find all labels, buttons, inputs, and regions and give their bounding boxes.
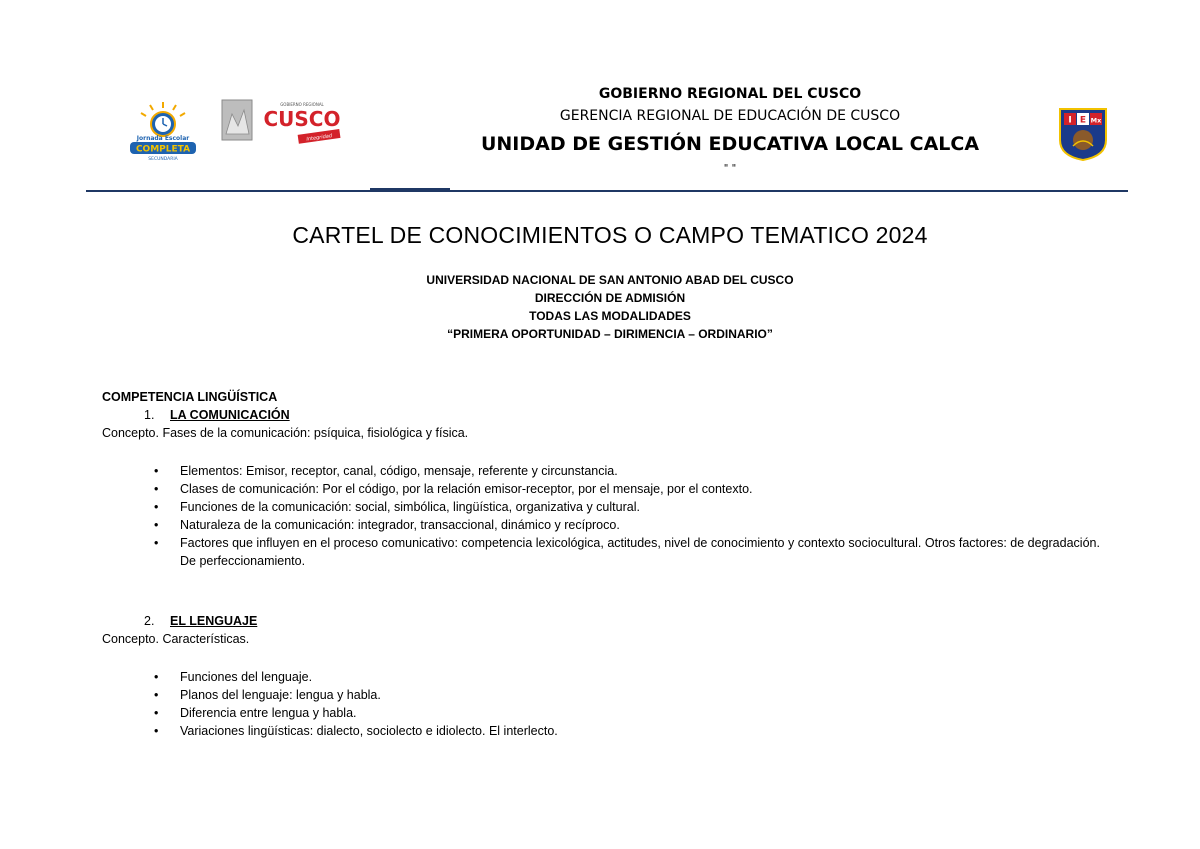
logo-cusco-tag-text: Integridad: [306, 133, 333, 143]
header-divider: [86, 190, 1128, 192]
section-heading: [102, 406, 1102, 424]
list-item: • Funciones del lenguaje.: [102, 668, 1102, 686]
crest-letter-e: E: [1079, 115, 1087, 126]
jornada-escolar-completa-logo: [122, 100, 204, 162]
subtitle-direccion: DIRECCIÓN DE ADMISIÓN: [534, 291, 686, 305]
bullet-list: [102, 668, 1102, 740]
section-title: EL LENGUAJE: [170, 614, 258, 628]
list-item: • Diferencia entre lengua y habla.: [102, 704, 1102, 722]
header-gobierno-regional: GOBIERNO REGIONAL DEL CUSCO: [598, 86, 862, 102]
subtitle-oportunidad: “PRIMERA OPORTUNIDAD – DIRIMENCIA – ORDINARIO”: [447, 327, 773, 341]
logo-jornada-main-text: COMPLETA: [135, 144, 191, 155]
logo-cusco-main-text: CUSCO: [263, 107, 341, 131]
iemx-crest-logo: [1057, 106, 1109, 162]
gobierno-regional-cusco-logo: [218, 96, 344, 148]
bullet-list: [102, 462, 1102, 570]
logo-jornada-bottom-text: SECUNDARIA: [148, 157, 178, 162]
crest-letters-mx: Mx: [1090, 116, 1102, 125]
list-item: • Clases de comunicación: Por el código, por la relación emisor-receptor, por el mensaje, por el contexto.: [102, 480, 1102, 498]
section-number: 2.: [144, 614, 155, 628]
list-item: • Variaciones lingüísticas: dialecto, sociolecto e idiolecto. El interlecto.: [102, 722, 1102, 740]
document-body: [102, 388, 1102, 740]
header-ugel-calca: UNIDAD DE GESTIÓN EDUCATIVA LOCAL CALCA: [480, 133, 980, 155]
crest-letter-i: I: [1068, 115, 1072, 126]
section-title: LA COMUNICACIÓN: [170, 408, 290, 422]
section-concept: Concepto. Características.: [102, 632, 250, 646]
section-heading: [102, 612, 1102, 630]
list-item: • Elementos: Emisor, receptor, canal, código, mensaje, referente y circunstancia.: [102, 462, 1102, 480]
header-divider-accent: [370, 188, 450, 192]
list-item: • Factores que influyen en el proceso comunicativo: competencia lexicológica, actitudes, nivel de conocimiento y contexto sociocultural. Otros factores: de degradación. De perfeccionamiento.: [102, 534, 1102, 570]
subtitle-universidad: UNIVERSIDAD NACIONAL DE SAN ANTONIO ABAD DEL CUSCO: [426, 273, 794, 287]
document-header: [0, 0, 1200, 200]
list-item: • Naturaleza de la comunicación: integrador, transaccional, dinámico y recíproco.: [102, 516, 1102, 534]
competencia-heading: COMPETENCIA LINGÜÍSTICA: [102, 390, 278, 404]
subtitle-modalidades: TODAS LAS MODALIDADES: [529, 309, 691, 323]
list-item: • Funciones de la comunicación: social, simbólica, lingüística, organizativa y cultural.: [102, 498, 1102, 516]
document-title: CARTEL DE CONOCIMIENTOS O CAMPO TEMATICO 2024: [292, 222, 928, 248]
logo-jornada-top-text: Jornada Escolar: [136, 135, 190, 142]
header-quote-marks: " ": [723, 163, 737, 174]
section-number: 1.: [144, 408, 155, 422]
logo-cusco-small-text: GOBIERNO REGIONAL: [280, 102, 324, 107]
section-concept: Concepto. Fases de la comunicación: psíquica, fisiológica y física.: [102, 426, 469, 440]
header-gerencia-regional: GERENCIA REGIONAL DE EDUCACIÓN DE CUSCO: [559, 108, 901, 124]
spacer: [102, 570, 1102, 612]
list-item: • Planos del lenguaje: lengua y habla.: [102, 686, 1102, 704]
